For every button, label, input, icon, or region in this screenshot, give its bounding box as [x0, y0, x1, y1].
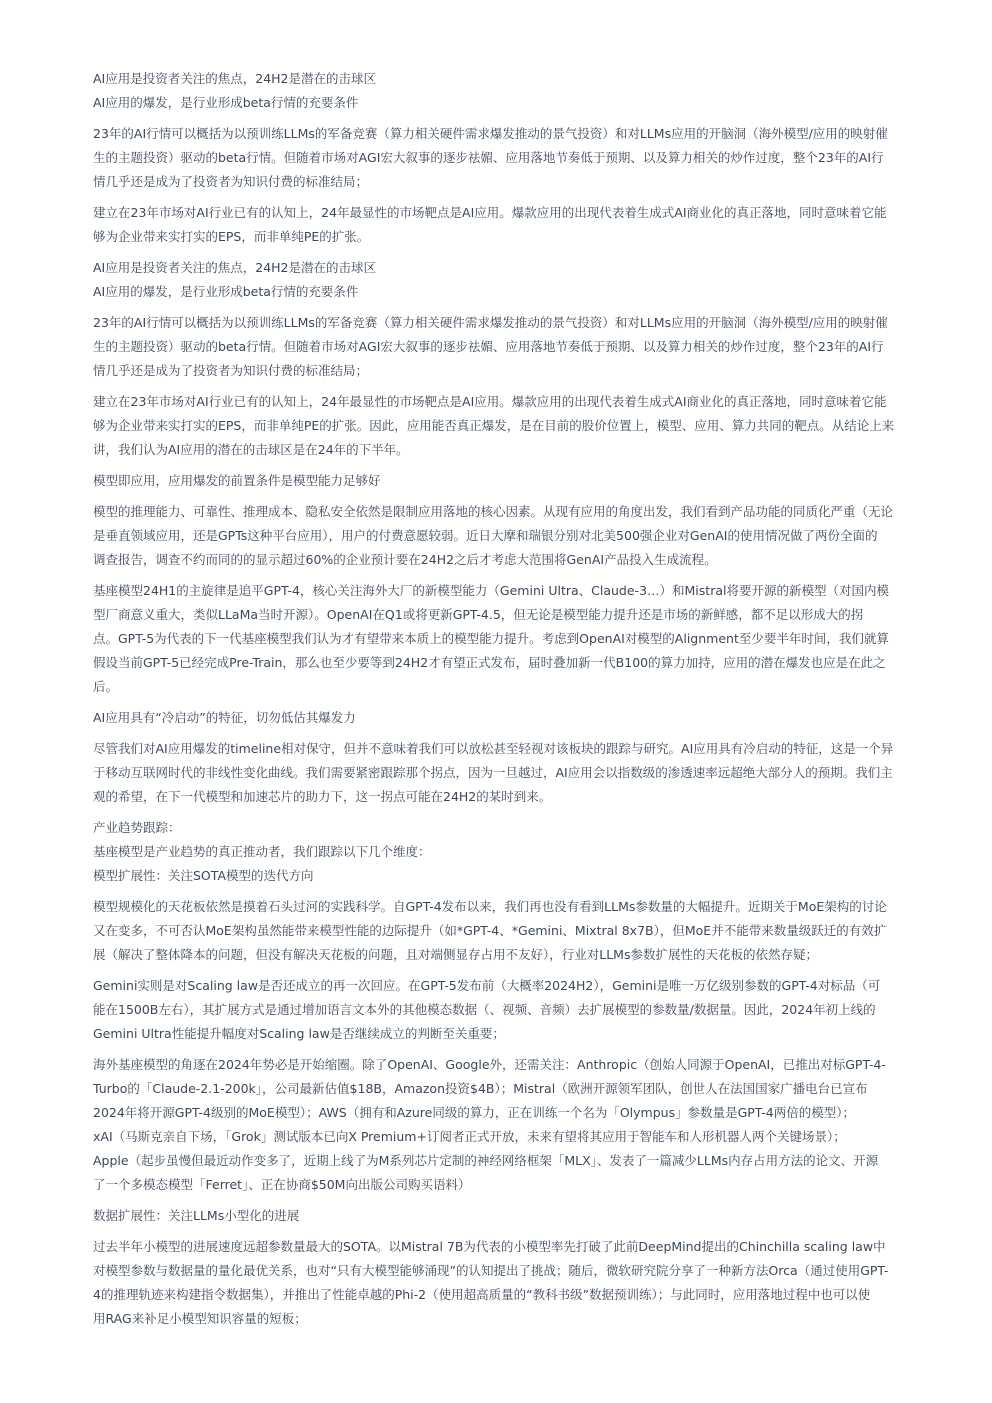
text-line: 后。: [93, 679, 119, 694]
text-line: AI应用是投资者关注的焦点，24H2是潜在的击球区: [93, 71, 376, 86]
text-line: AI应用的爆发，是行业形成beta行情的充要条件: [93, 95, 359, 110]
text-line: 基座模型24H1的主旋律是追平GPT-4，核心关注海外大厂的新模型能力（Gemini Ultra、Claude-3…）和Mistral将要开源的新模型（对国内模: [93, 583, 889, 598]
text-line: 4的推理轨迹来构建指令数据集），并推出了性能卓越的Phi-2（使用超高质量的“教科书级”数据预训练）；与此同时，应用落地过程中也可以使: [93, 1287, 871, 1302]
paragraph: [93, 737, 945, 809]
paragraph-gap: [93, 249, 945, 256]
text-line: 尽管我们对AI应用爆发的timeline相对保守，但并不意味着我们可以放松甚至轻视对该板块的跟踪与研究。AI应用具有冷启动的特征，这是一个异: [93, 741, 894, 756]
text-line: Gemini Ultra性能提升幅度对Scaling law是否继续成立的判断至关重要；: [93, 1026, 505, 1041]
text-line: 海外基座模型的角逐在2024年势必是开始缩圈。除了OpenAI、Google外，还需关注：Anthropic（创始人同源于OpenAI，已推出对标GPT-4-: [93, 1057, 886, 1072]
text-line: 情几乎还是成为了投资者为知识付费的标准结局；: [93, 174, 369, 189]
text-line: 型厂商意义重大，类似LLaMa当时开源）。OpenAI在Q1或将更新GPT-4.5，但无论是模型能力提升还是市场的新鲜感，都不足以形成大的拐: [93, 607, 864, 622]
text-line: 模型的推理能力、可靠性、推理成本、隐私安全依然是限制应用落地的核心因素。从现有应用的角度出发，我们看到产品功能的同质化严重（无论: [93, 504, 894, 519]
paragraph-gap: [93, 115, 945, 122]
text-line: 够为企业带来实打实的EPS，而非单纯PE的扩张。: [93, 229, 370, 244]
text-line: 数据扩展性：关注LLMs小型化的进展: [93, 1208, 300, 1223]
text-line: 23年的AI行情可以概括为以预训练LLMs的军备竞赛（算力相关硬件需求爆发推动的景气投资）和对LLMs应用的开脑洞（海外模型/应用的映射催: [93, 315, 888, 330]
paragraph-gap: [93, 888, 945, 895]
text-line: 是垂直领域应用，还是GPTs这种平台应用），用户的付费意愿较弱。近日大摩和瑞银分别对北美500强企业对GenAI的使用情况做了两份全面的: [93, 528, 878, 543]
text-line: 情几乎还是成为了投资者为知识付费的标准结局；: [93, 363, 369, 378]
text-line: 讲，我们认为AI应用的潜在的击球区是在24年的下半年。: [93, 442, 409, 457]
paragraph: [93, 256, 945, 304]
text-line: AI应用是投资者关注的焦点，24H2是潜在的击球区: [93, 260, 376, 275]
text-line: 能在1500B左右），其扩展方式是通过增加语言文本外的其他模态数据（、视频、音频）去扩展模型的参数量/数据量。因此，2024年初上线的: [93, 1002, 876, 1017]
paragraph-gap: [93, 572, 945, 579]
text-line: 用RAG来补足小模型知识容量的短板；: [93, 1311, 307, 1326]
paragraph-gap: [93, 967, 945, 974]
text-line: 生的主题投资）驱动的beta行情。但随着市场对AGI宏大叙事的逐步祛媚、应用落地节奏低于预期、以及算力相关的炒作过度，整个23年的AI行: [93, 150, 884, 165]
paragraph: [93, 122, 945, 194]
text-line: 对模型参数与数据量的量化最优关系，也对“只有大模型能够涌现”的认知提出了挑战；随后，微软研究院分享了一种新方法Orca（通过使用GPT-: [93, 1263, 889, 1278]
text-line: 模型扩展性：关注SOTA模型的迭代方向: [93, 868, 314, 883]
text-line: AI应用的爆发，是行业形成beta行情的充要条件: [93, 284, 359, 299]
document-page: [93, 67, 945, 1331]
paragraph: [93, 895, 945, 967]
paragraph-gap: [93, 462, 945, 469]
paragraph: [93, 201, 945, 249]
paragraph: [93, 974, 945, 1046]
paragraph-gap: [93, 383, 945, 390]
text-line: 假设当前GPT-5已经完成Pre-Train，那么也至少要等到24H2才有望正式发布，届时叠加新一代B100的算力加持，应用的潜在爆发也应是在此之: [93, 655, 886, 670]
paragraph: [93, 1053, 945, 1197]
paragraph-gap: [93, 304, 945, 311]
paragraph-gap: [93, 809, 945, 816]
text-line: 模型即应用，应用爆发的前置条件是模型能力足够好: [93, 473, 381, 488]
paragraph: [93, 500, 945, 572]
paragraph-gap: [93, 730, 945, 737]
text-line: 2024年将开源GPT-4级别的MoE模型）；AWS（拥有和Azure同级的算力，正在训练一个名为「Olympus」参数量是GPT-4两倍的模型）；: [93, 1105, 856, 1120]
text-line: 建立在23年市场对AI行业已有的认知上，24年最显性的市场靶点是AI应用。爆款应用的出现代表着生成式AI商业化的真正落地，同时意味着它能: [93, 205, 887, 220]
text-line: Gemini实则是对Scaling law是否还成立的再一次回应。在GPT-5发布前（大概率2024H2），Gemini是唯一万亿级别参数的GPT-4对标品（可: [93, 978, 881, 993]
text-line: Turbo的「Claude-2.1-200k」，公司最新估值$18B，Amazon投资$4B）；Mistral（欧洲开源领军团队，创世人在法国国家广播电台已宣布: [93, 1081, 868, 1096]
text-line: 观的希望，在下一代模型和加速芯片的助力下，这一拐点可能在24H2的某时到来。: [93, 789, 552, 804]
paragraph-gap: [93, 699, 945, 706]
text-line: AI应用具有“冷启动”的特征，切勿低估其爆发力: [93, 710, 356, 725]
paragraph: [93, 67, 945, 115]
text-line: 够为企业带来实打实的EPS，而非单纯PE的扩张。因此，应用能否真正爆发，是在目前的股价位置上，模型、应用、算力共同的靶点。从结论上来: [93, 418, 895, 433]
text-line: 模型规模化的天花板依然是摸着石头过河的实践科学。自GPT-4发布以来，我们再也没有看到LLMs参数量的大幅提升。近期关于MoE架构的讨论: [93, 899, 887, 914]
text-line: 过去半年小模型的进展速度远超参数量最大的SOTA。以Mistral 7B为代表的小模型率先打破了此前DeepMind提出的Chinchilla scaling law中: [93, 1239, 886, 1254]
text-line: 调查报告，调查不约而同的的显示超过60%的企业预计要在24H2之后才考虑大范围将GenAI产品投入生成流程。: [93, 552, 717, 567]
paragraph: [93, 1235, 945, 1331]
paragraph-gap: [93, 1046, 945, 1053]
text-line: 建立在23年市场对AI行业已有的认知上，24年最显性的市场靶点是AI应用。爆款应用的出现代表着生成式AI商业化的真正落地，同时意味着它能: [93, 394, 887, 409]
text-line: 基座模型是产业趋势的真正推动者，我们跟踪以下几个维度：: [93, 844, 431, 859]
paragraph-gap: [93, 493, 945, 500]
paragraph: [93, 816, 945, 888]
text-line: xAI（马斯克亲自下场，「Grok」测试版本已向X Premium+订阅者正式开放，未来有望将其应用于智能车和人形机器人两个关键场景）；: [93, 1129, 846, 1144]
paragraph: [93, 1204, 945, 1228]
text-line: 展（解决了整体降本的问题，但没有解决天花板的问题，且对端侧显存占用不友好），行业对LLMs参数扩展性的天花板的依然存疑；: [93, 947, 818, 962]
text-line: 又在变多，不可否认MoE架构虽然能带来模型性能的边际提升（如*GPT-4、*Gemini、Mixtral 8x7B），但MoE并不能带来数量级跃迁的有效扩: [93, 923, 887, 938]
paragraph: [93, 311, 945, 383]
paragraph-gap: [93, 1197, 945, 1204]
paragraph-gap: [93, 194, 945, 201]
text-line: 23年的AI行情可以概括为以预训练LLMs的军备竞赛（算力相关硬件需求爆发推动的景气投资）和对LLMs应用的开脑洞（海外模型/应用的映射催: [93, 126, 888, 141]
text-line: 于移动互联网时代的非线性变化曲线。我们需要紧密跟踪那个拐点，因为一旦越过，AI应用会以指数级的渗透速率远超绝大部分人的预期。我们主: [93, 765, 893, 780]
text-line: 了一个多模态模型「Ferret」、正在协商$50M向出版公司购买语料）: [93, 1177, 471, 1192]
text-line: 点。GPT-5为代表的下一代基座模型我们认为才有望带来本质上的模型能力提升。考虑到OpenAI对模型的Alignment至少要半年时间，我们就算: [93, 631, 889, 646]
text-line: 生的主题投资）驱动的beta行情。但随着市场对AGI宏大叙事的逐步祛媚、应用落地节奏低于预期、以及算力相关的炒作过度，整个23年的AI行: [93, 339, 884, 354]
paragraph: [93, 579, 945, 699]
paragraph: [93, 469, 945, 493]
paragraph-gap: [93, 1228, 945, 1235]
paragraph: [93, 706, 945, 730]
text-line: Apple（起步虽慢但最近动作变多了，近期上线了为M系列芯片定制的神经网络框架「MLX」、发表了一篇减少LLMs内存占用方法的论文、开源: [93, 1153, 879, 1168]
paragraph: [93, 390, 945, 462]
text-line: 产业趋势跟踪：: [93, 820, 181, 835]
